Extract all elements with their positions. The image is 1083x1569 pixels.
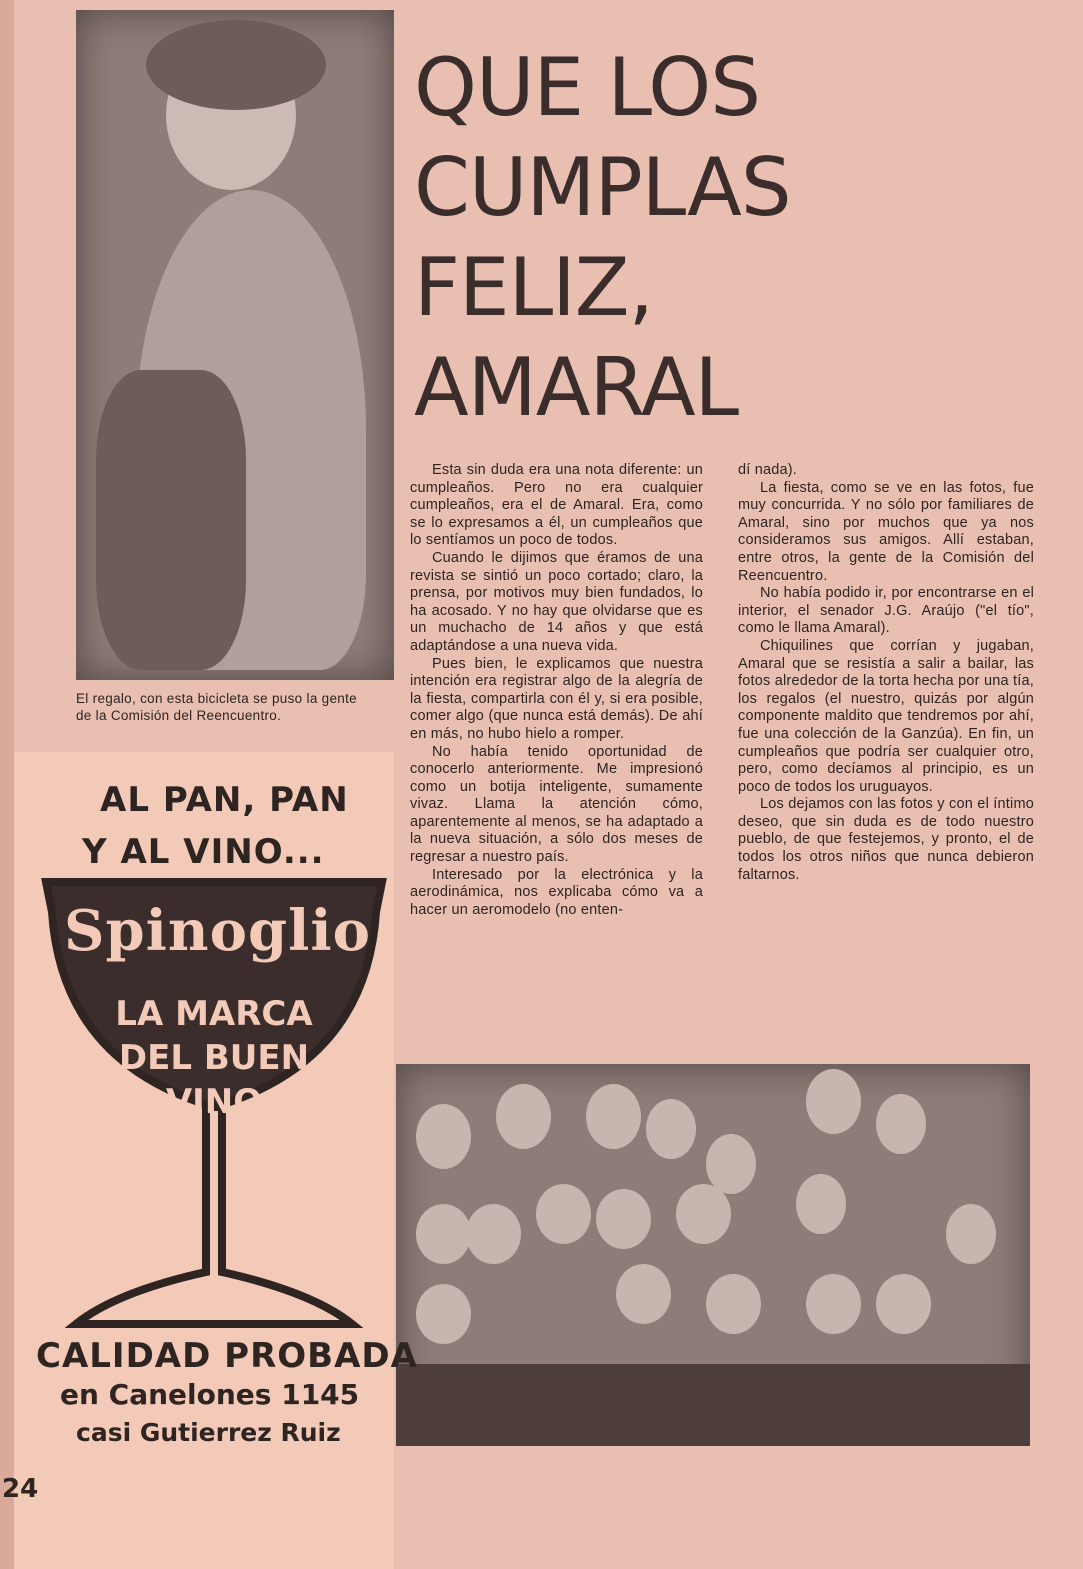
- article-paragraph: No había tenido oportunidad de conocerlo anteriormente. Me impresionó como un botija inteligente, sumamente vivaz. Llama la atención cómo, aparentemente al menos, se ha adaptado a la nueva situación, a sólo dos meses de regresar a nuestro país.: [410, 743, 703, 866]
- ad-tagline-line: LA MARCA: [115, 994, 313, 1034]
- article-paragraph: Los dejamos con las fotos y con el íntimo deseo, que sin duda es de todo nuestro pueblo, de que festejemos, y pronto, el de todos los otros niños que nunca debieron faltarnos.: [738, 796, 1034, 883]
- ad-quality-text: CALIDAD PROBADA: [36, 1336, 418, 1376]
- ad-slogan-line-1: AL PAN, PAN: [100, 780, 349, 820]
- headline-line: FELIZ,: [414, 241, 653, 334]
- article-column-2: [738, 462, 1034, 884]
- article-continuation: dí nada).: [738, 462, 798, 478]
- headline: [414, 38, 844, 438]
- birthday-party-group-photo: [396, 1064, 1030, 1446]
- photo-caption: El regalo, con esta bicicleta se puso la gente de la Comisión del Reencuentro.: [76, 691, 357, 723]
- ad-cross-street: casi Gutierrez Ruiz: [76, 1418, 341, 1447]
- article-paragraph: Esta sin duda era una nota diferente: un cumpleaños. Pero no era cualquier cumpleaños, era el de Amaral. Era, como se lo expresamos a él, un cumpleaños que lo sentíamos un poco de todos.: [410, 462, 703, 549]
- ad-tagline: [64, 992, 364, 1124]
- headline-line: AMARAL: [414, 341, 739, 434]
- ad-tagline-line: DEL BUEN: [118, 1038, 310, 1078]
- page-number: 24: [2, 1474, 39, 1504]
- article-paragraph: Pues bien, le explicamos que nuestra intención era registrar algo de la alegría de la fiesta, compartirla con él y, si era posible, comer algo (que nunca está demás). De ahí en más, no hubo hielo a romper.: [410, 655, 703, 742]
- boy-with-bicycle-photo: [76, 10, 394, 680]
- article-paragraph: La fiesta, como se ve en las fotos, fue muy concurrida. Y no sólo por familiares de Amaral, sino por muchos que ya nos consideramos sus amigos. Allí estaban, entre otros, la gente de la Comisión del Reencuentro.: [738, 479, 1034, 584]
- ad-slogan-line-2: Y AL VINO...: [82, 832, 325, 872]
- page-edge: [0, 0, 14, 1569]
- article-paragraph: Cuando le dijimos que éramos de una revista se sintió un poco cortado; claro, la prensa, por motivos muy bien fundados, lo ha acosado. Y no hay que olvidarse que es un muchacho de 14 años y que está adaptándose a una nueva vida.: [410, 549, 703, 654]
- headline-line: QUE LOS: [414, 41, 760, 134]
- ad-address: en Canelones 1145: [60, 1378, 360, 1411]
- headline-line: CUMPLAS: [414, 141, 791, 234]
- ad-tagline-line: VINO: [165, 1082, 263, 1122]
- article-column-1: [410, 462, 703, 919]
- ad-brand-name: Spinoglio: [64, 898, 371, 964]
- article-paragraph: Interesado por la electrónica y la aerodinámica, nos explicaba cómo va a hacer un aeromodelo (no enten-: [410, 866, 703, 918]
- article-paragraph: Chiquilines que corrían y jugaban, Amaral que se resistía a salir a bailar, las fotos alrededor de la torta hecha por una tía, los regalos (el nuestro, quizás por algún componente maldito que tendremos por ahí, fue una colección de la Ganzúa). En fin, un cumpleaños que podría ser cualquier otro, pero, como decíamos al principio, es un poco de todos los uruguayos.: [738, 637, 1034, 795]
- article-paragraph: No había podido ir, por encontrarse en el interior, el senador J.G. Araújo ("el tío", como le llama Amaral).: [738, 585, 1034, 637]
